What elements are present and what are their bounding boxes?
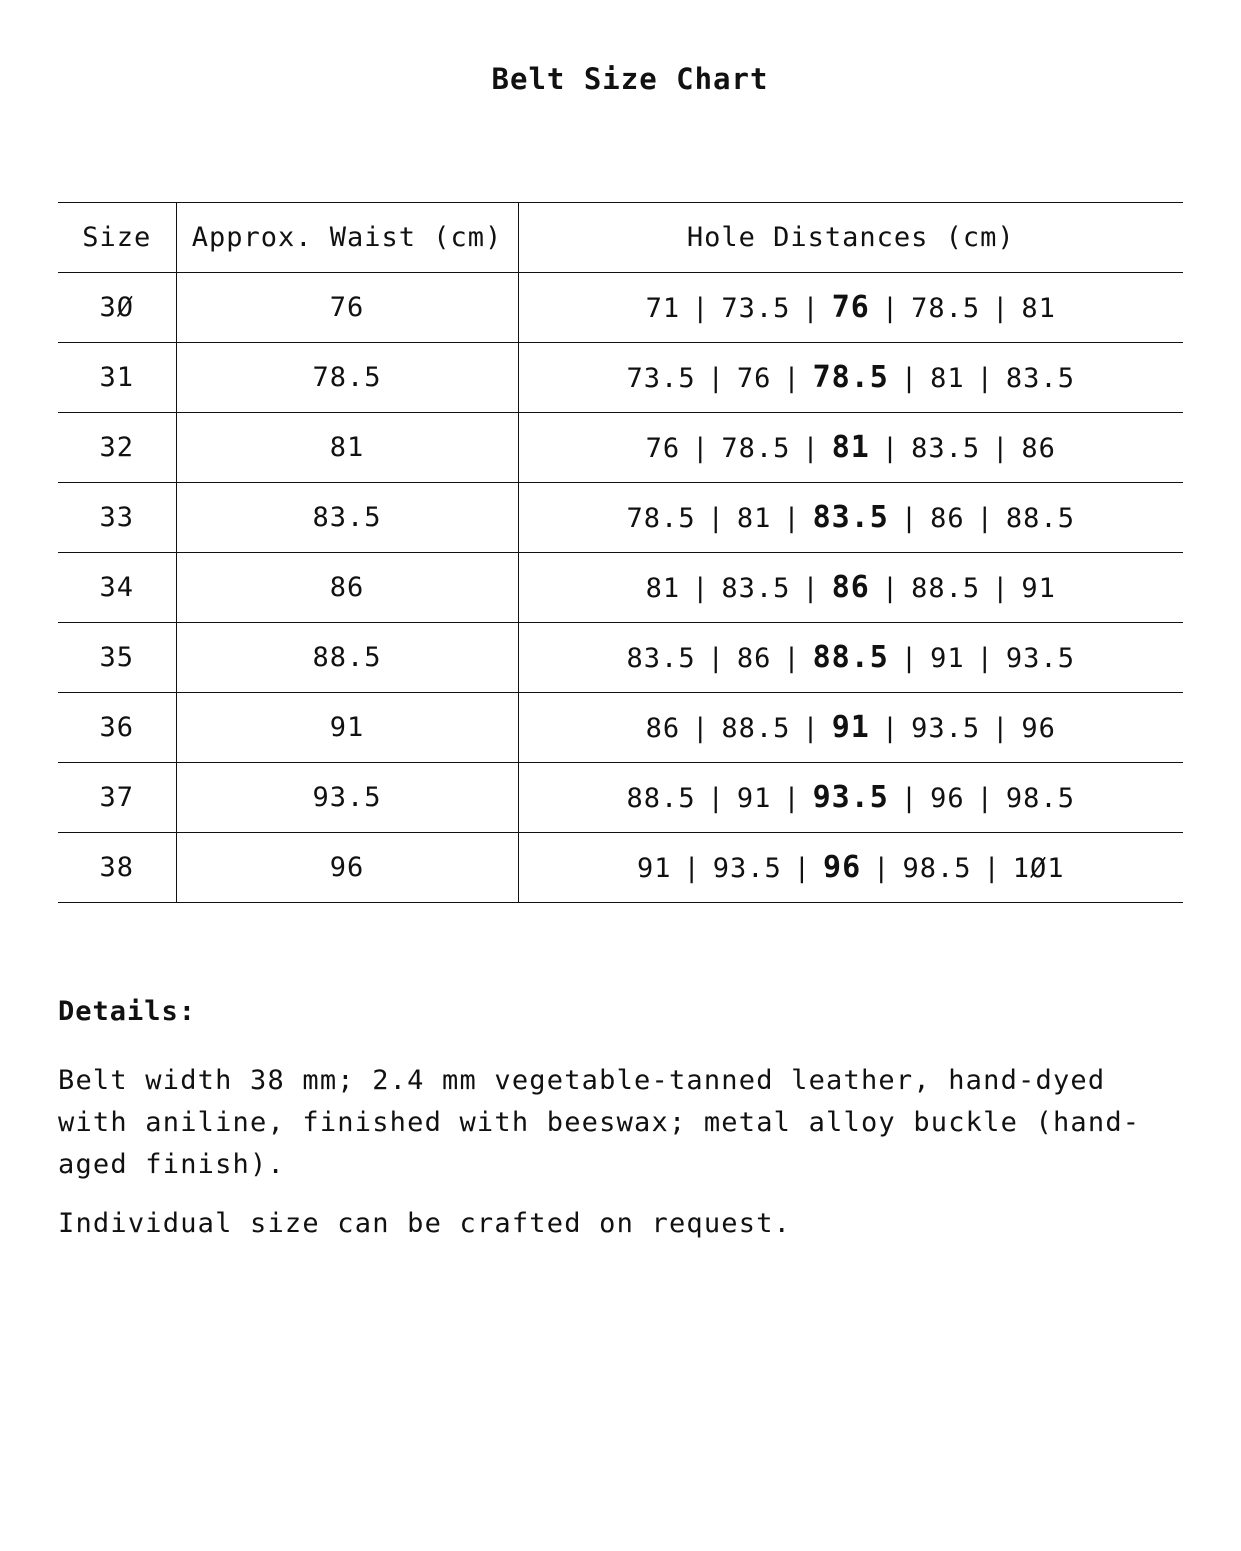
hole-separator: |	[707, 643, 725, 674]
size-cell: 34	[58, 553, 176, 623]
hole-value-center: 83.5	[812, 500, 889, 535]
hole-value: 83.5	[911, 433, 981, 464]
table-row	[58, 763, 1183, 833]
waist-cell: 83.5	[176, 483, 518, 553]
hole-separator: |	[992, 433, 1010, 464]
hole-value-center: 88.5	[812, 640, 889, 675]
waist-cell: 88.5	[176, 623, 518, 693]
hole-separator: |	[881, 713, 900, 744]
hole-value: 86	[930, 503, 965, 534]
hole-separator: |	[802, 293, 820, 324]
hole-value: 88.5	[1005, 503, 1075, 534]
size-cell: 3Ø	[58, 273, 176, 343]
hole-value-center: 86	[831, 570, 870, 605]
hole-value: 91	[1021, 573, 1056, 604]
hole-value: 78.5	[911, 293, 981, 324]
table-header-row	[58, 203, 1183, 273]
hole-value-center: 76	[831, 290, 870, 325]
hole-separator: |	[900, 783, 919, 814]
hole-value: 81	[930, 363, 965, 394]
size-cell: 31	[58, 343, 176, 413]
table-row	[58, 553, 1183, 623]
waist-cell: 76	[176, 273, 518, 343]
hole-value: 1Ø1	[1012, 853, 1065, 884]
hole-distances-cell	[518, 273, 1183, 343]
size-cell: 32	[58, 413, 176, 483]
hole-distances-cell	[518, 413, 1183, 483]
size-cell: 36	[58, 693, 176, 763]
waist-cell: 96	[176, 833, 518, 903]
size-cell: 37	[58, 763, 176, 833]
table-row	[58, 833, 1183, 903]
waist-cell: 91	[176, 693, 518, 763]
hole-separator: |	[793, 853, 812, 884]
hole-value: 83.5	[721, 573, 791, 604]
hole-value: 93.5	[712, 853, 782, 884]
hole-separator: |	[881, 293, 900, 324]
size-cell: 38	[58, 833, 176, 903]
hole-separator: |	[692, 573, 710, 604]
hole-separator: |	[881, 433, 900, 464]
hole-value: 73.5	[721, 293, 791, 324]
hole-separator: |	[802, 573, 820, 604]
hole-value: 96	[1021, 713, 1056, 744]
hole-value-center: 96	[823, 850, 862, 885]
hole-value-center: 78.5	[812, 360, 889, 395]
hole-separator: |	[976, 503, 994, 534]
hole-value: 88.5	[626, 783, 696, 814]
waist-cell: 86	[176, 553, 518, 623]
table-row	[58, 623, 1183, 693]
hole-separator: |	[707, 783, 725, 814]
hole-value: 81	[1021, 293, 1056, 324]
page-title: Belt Size Chart	[491, 62, 769, 96]
hole-separator: |	[692, 293, 710, 324]
hole-value: 96	[930, 783, 965, 814]
hole-value-center: 81	[831, 430, 870, 465]
table-row	[58, 413, 1183, 483]
hole-value: 88.5	[721, 713, 791, 744]
hole-distances-cell	[518, 833, 1183, 903]
hole-distances-cell	[518, 343, 1183, 413]
hole-value: 78.5	[721, 433, 791, 464]
hole-value: 73.5	[626, 363, 696, 394]
header-waist: Approx. Waist (cm)	[176, 203, 518, 273]
hole-value: 91	[930, 643, 965, 674]
hole-separator: |	[900, 363, 919, 394]
header-size: Size	[58, 203, 176, 273]
hole-distances-cell	[518, 553, 1183, 623]
hole-distances-cell	[518, 763, 1183, 833]
details-heading: Details:	[58, 996, 197, 1027]
details-text: Belt width 38 mm; 2.4 mm vegetable-tanned leather, hand-dyed with aniline, finished with beeswax; metal alloy buckle (hand-aged finish).	[58, 1065, 1141, 1180]
hole-value: 91	[636, 853, 672, 884]
hole-separator: |	[900, 503, 919, 534]
hole-separator: |	[976, 783, 994, 814]
hole-separator: |	[881, 573, 900, 604]
hole-separator: |	[692, 713, 710, 744]
hole-separator: |	[783, 503, 801, 534]
hole-separator: |	[900, 643, 919, 674]
hole-distances-cell	[518, 693, 1183, 763]
hole-separator: |	[683, 853, 701, 884]
hole-value: 81	[645, 573, 681, 604]
hole-value: 71	[645, 293, 681, 324]
hole-value: 83.5	[1005, 363, 1075, 394]
table-body	[58, 273, 1183, 903]
hole-separator: |	[873, 853, 891, 884]
hole-value: 76	[645, 433, 681, 464]
header-hole-distances: Hole Distances (cm)	[518, 203, 1183, 273]
hole-separator: |	[976, 643, 994, 674]
hole-value-center: 93.5	[812, 780, 889, 815]
hole-separator: |	[783, 783, 801, 814]
hole-distances-cell	[518, 483, 1183, 553]
waist-cell: 81	[176, 413, 518, 483]
table-row	[58, 273, 1183, 343]
size-cell: 33	[58, 483, 176, 553]
hole-value: 93.5	[1005, 643, 1075, 674]
hole-separator: |	[976, 363, 994, 394]
hole-value: 98.5	[902, 853, 972, 884]
hole-separator: |	[992, 293, 1010, 324]
hole-value: 81	[736, 503, 772, 534]
hole-value: 88.5	[911, 573, 981, 604]
waist-cell: 78.5	[176, 343, 518, 413]
hole-separator: |	[783, 643, 801, 674]
hole-distances-cell	[518, 623, 1183, 693]
hole-value: 86	[736, 643, 772, 674]
hole-value: 98.5	[1005, 783, 1075, 814]
hole-value: 83.5	[626, 643, 696, 674]
hole-separator: |	[692, 433, 710, 464]
hole-value: 86	[1021, 433, 1056, 464]
hole-separator: |	[802, 713, 820, 744]
hole-value-center: 91	[831, 710, 870, 745]
hole-value: 91	[736, 783, 772, 814]
hole-separator: |	[992, 573, 1010, 604]
table-row	[58, 343, 1183, 413]
waist-cell: 93.5	[176, 763, 518, 833]
hole-separator: |	[707, 503, 725, 534]
hole-value: 93.5	[911, 713, 981, 744]
hole-value: 78.5	[626, 503, 696, 534]
size-table	[58, 202, 1183, 903]
hole-separator: |	[992, 713, 1010, 744]
hole-value: 76	[736, 363, 772, 394]
table-row	[58, 693, 1183, 763]
hole-separator: |	[783, 363, 801, 394]
request-note: Individual size can be crafted on request.	[58, 1208, 792, 1239]
hole-value: 86	[645, 713, 681, 744]
hole-separator: |	[983, 853, 1001, 884]
table-row	[58, 483, 1183, 553]
hole-separator: |	[707, 363, 725, 394]
hole-separator: |	[802, 433, 820, 464]
size-cell: 35	[58, 623, 176, 693]
